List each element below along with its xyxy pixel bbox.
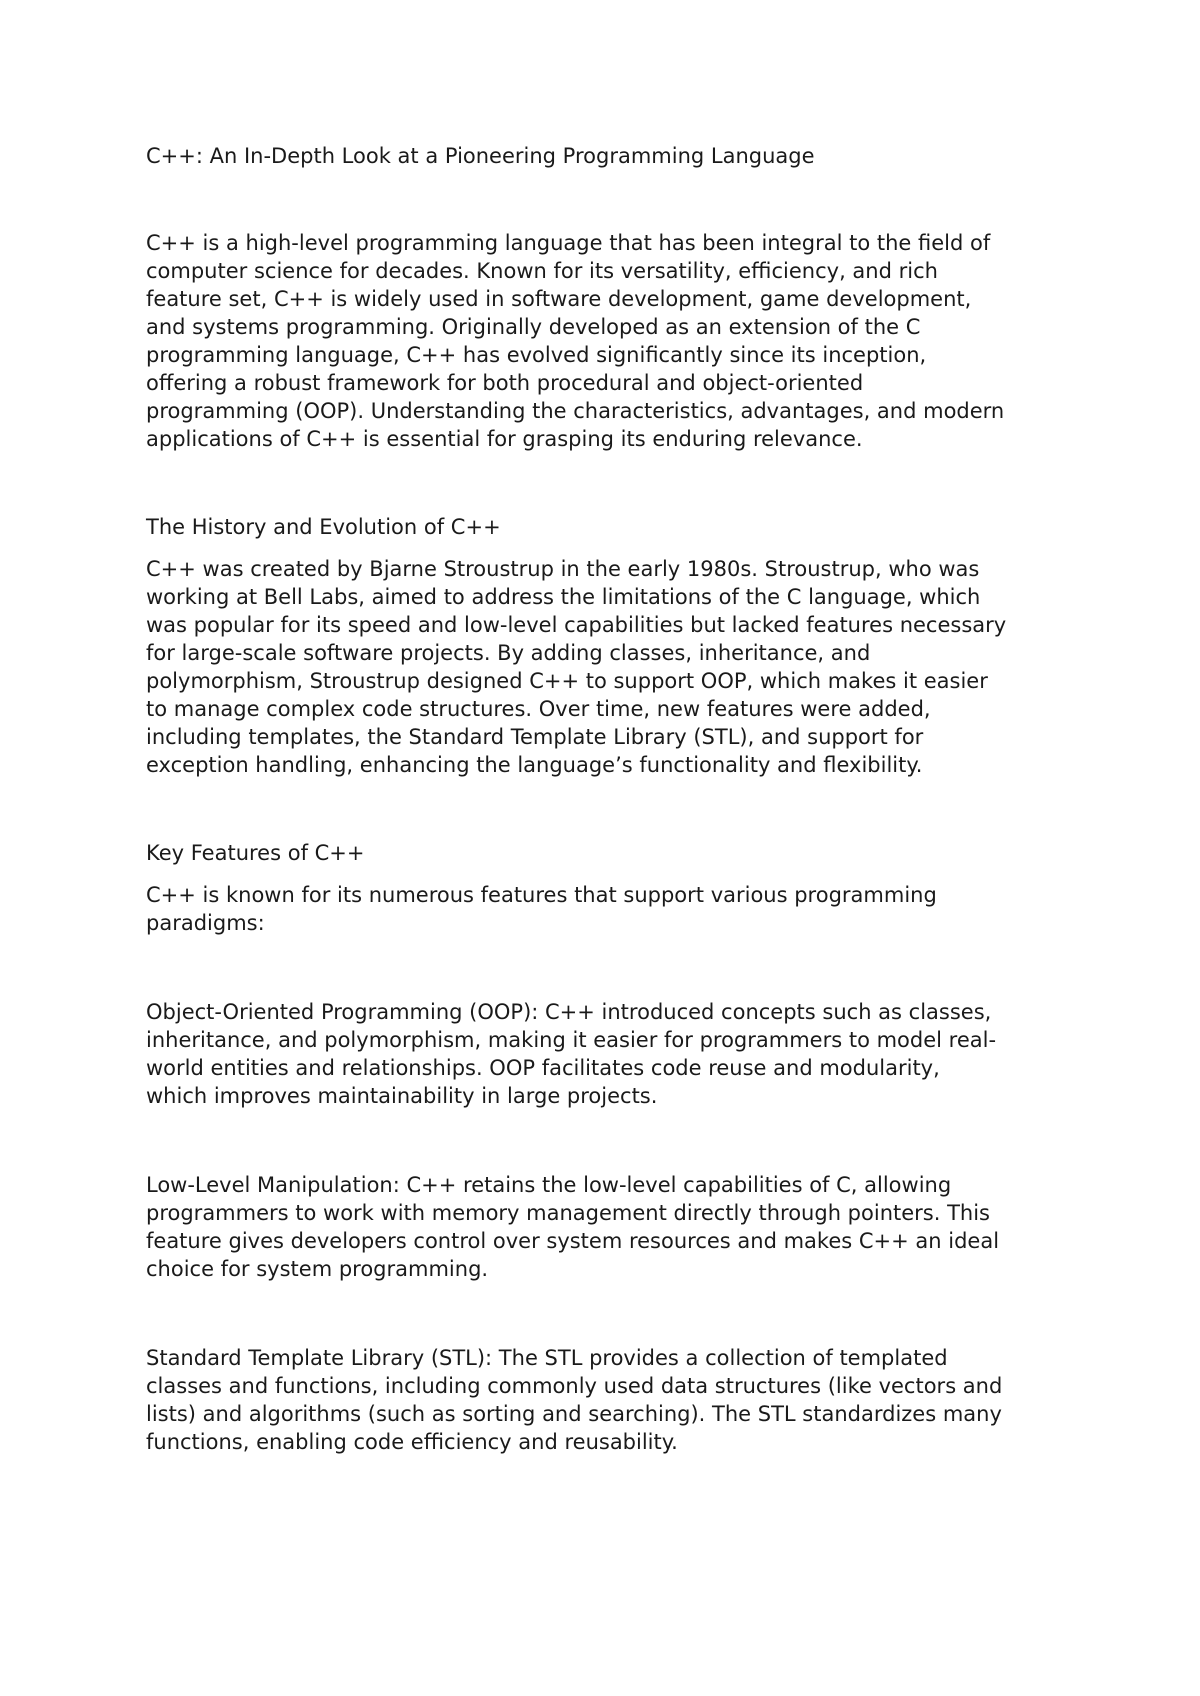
spacer: [146, 867, 1076, 881]
spacer: [146, 541, 1076, 555]
feature-paragraph-stl: Standard Template Library (STL): The STL provides a collection of templated classes and functions, including commonly used data structures (like vectors and lists) and algorithms (such as sorting and searching). The STL standardizes many functions, enabling code efficiency and reusability.: [146, 1346, 1003, 1454]
spacer: [146, 1110, 1076, 1171]
intro-paragraph: C++ is a high-level programming language that has been integral to the field of computer science for decades. Known for its versatility, efficiency, and rich feature set, C++ is widely used in software development, game development, and systems programming. Originally developed as an extension of the C programming language, C++ has evolved significantly since its inception, offering a robust framework for both procedural and object-oriented programming (OOP). Understanding the characteristics, advantages, and modern applications of C++ is essential for grasping its enduring relevance.: [146, 231, 1005, 451]
spacer: [146, 453, 1076, 513]
section-heading-features: Key Features of C++: [146, 841, 365, 865]
spacer: [146, 170, 1076, 229]
feature-paragraph-oop: Object-Oriented Programming (OOP): C++ introduced concepts such as classes, inheritance, and polymorphism, making it easier for programmers to model real- world entities and relationships. OOP facilitates code reuse and modularity, which improves maintainability in large projects.: [146, 1000, 997, 1108]
section-heading-history: The History and Evolution of C++: [146, 515, 501, 539]
document-title: C++: An In-Depth Look at a Pioneering Programming Language: [146, 144, 815, 168]
feature-paragraph-low-level: Low-Level Manipulation: C++ retains the low-level capabilities of C, allowing programmers to work with memory management directly through pointers. This feature gives developers control over system resources and makes C++ an ideal choice for system programming.: [146, 1173, 1000, 1281]
document-page: [146, 142, 1076, 1456]
section-body-features: C++ is known for its numerous features that support various programming paradigms:: [146, 883, 937, 935]
spacer: [146, 1283, 1076, 1344]
section-body-history: C++ was created by Bjarne Stroustrup in the early 1980s. Stroustrup, who was working at Bell Labs, aimed to address the limitations of the C language, which was popular for its speed and low-level capabilities but lacked features necessary for large-scale software projects. By adding classes, inheritance, and polymorphism, Stroustrup designed C++ to support OOP, which makes it easier to manage complex code structures. Over time, new features were added, including templates, the Standard Template Library (STL), and support for exception handling, enhancing the language’s functionality and flexibility.: [146, 557, 1007, 777]
spacer: [146, 937, 1076, 998]
spacer: [146, 779, 1076, 839]
